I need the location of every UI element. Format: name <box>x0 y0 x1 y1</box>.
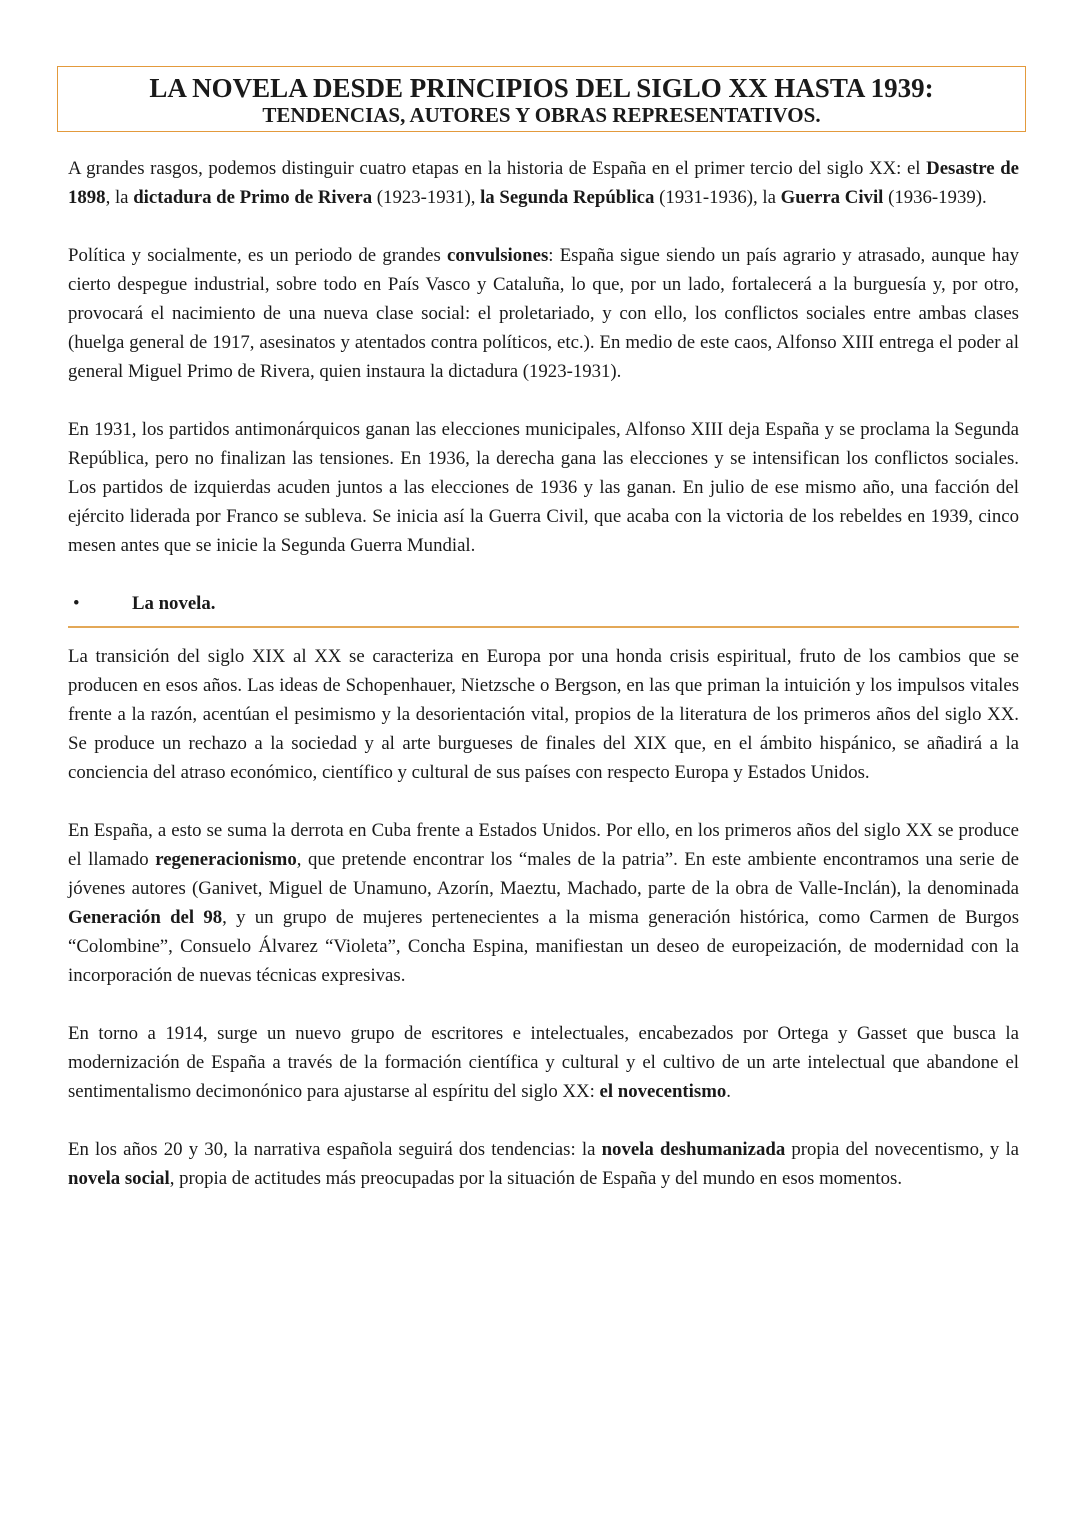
bullet-icon: • <box>73 593 80 614</box>
text-run: , propia de actitudes más preocupadas por la situación de España y del mundo en esos momentos. <box>169 1168 903 1189</box>
paragraph <box>68 1135 1019 1193</box>
text-run: , la <box>105 187 134 208</box>
bold-text: Generación del 98 <box>68 907 223 928</box>
bold-text: la Segunda República <box>480 187 655 208</box>
text-run: A grandes rasgos, podemos distinguir cuatro etapas en la historia de España en el primer tercio del siglo XX: el <box>68 158 927 179</box>
section-heading-label: La novela. <box>132 593 216 614</box>
section-divider <box>68 626 1019 628</box>
text-run: propia del novecentismo, y la <box>785 1139 1020 1160</box>
text-run: En España, a esto se suma la derrota en Cuba frente a Estados Unidos. Por ello, en los primeros años del siglo XX se produce el llamado <box>68 820 1019 870</box>
text-run: (1923-1931), <box>372 187 481 208</box>
bold-text: Guerra Civil <box>780 187 884 208</box>
text-run: En los años 20 y 30, la narrativa española seguirá dos tendencias: la <box>68 1139 602 1160</box>
document-body <box>68 154 1019 1222</box>
bold-text: novela social <box>68 1168 170 1189</box>
bold-text: novela deshumanizada <box>601 1139 786 1160</box>
text-run: : España sigue siendo un país agrario y atrasado, aunque hay cierto despegue industrial, sobre todo en País Vasco y Cataluña, lo que, por un lado, fortalecerá a la burguesía y, por otro, provocará el nacimiento de una nueva clase social: el proletariado, y con ello, los conflictos sociales entre ambas clases (huelga general de 1917, asesinatos y atentados contra políticos, etc.). En medio de este caos, Alfonso XIII entrega el poder al general Miguel Primo de Rivera, quien instaura la dictadura (1923-1931). <box>68 245 1020 382</box>
document-title: LA NOVELA DESDE PRINCIPIOS DEL SIGLO XX HASTA 1939: <box>149 73 934 103</box>
paragraph <box>68 415 1019 560</box>
text-run: , que pretende encontrar los “males de la patria”. En este ambiente encontramos una serie de jóvenes autores (Ganivet, Miguel de Unamuno, Azorín, Maeztu, Machado, parte de la obra de Valle-Inclán), la denominada <box>68 849 1019 899</box>
paragraph <box>68 642 1019 787</box>
text-run: , y un grupo de mujeres pertenecientes a la misma generación histórica, como Carmen de Burgos “Colombine”, Consuelo Álvarez “Violeta”, Concha Espina, manifiestan un deseo de europeización, de modernidad con la incorporación de nuevas técnicas expresivas. <box>68 907 1020 986</box>
paragraph <box>68 816 1019 990</box>
text-run: En torno a 1914, surge un nuevo grupo de escritores e intelectuales, encabezados por Ortega y Gasset que busca la modernización de España a través de la formación científica y cultural y el cultivo de un arte intelectual que abandone el sentimentalismo decimonónico para ajustarse al espíritu del siglo XX: <box>68 1023 1019 1102</box>
paragraph <box>68 1019 1019 1106</box>
paragraph <box>68 241 1019 386</box>
bold-text: el novecentismo <box>599 1081 727 1102</box>
text-run: (1936-1939). <box>883 187 987 208</box>
paragraph <box>68 154 1019 212</box>
bold-text: convulsiones <box>447 245 549 266</box>
bold-text: regeneracionismo <box>155 849 297 870</box>
text-run: En 1931, los partidos antimonárquicos ganan las elecciones municipales, Alfonso XIII deja España y se proclama la Segunda República, pero no finalizan las tensiones. En 1936, la derecha gana las elecciones y se intensifican los conflictos sociales. Los partidos de izquierdas acuden juntos a las elecciones de 1936 y las ganan. En julio de ese mismo año, una facción del ejército liderada por Franco se subleva. Se inicia así la Guerra Civil, que acaba con la victoria de los rebeldes en 1939, cinco mesen antes que se inicie la Segunda Guerra Mundial. <box>68 419 1019 556</box>
novela-section <box>68 642 1019 1193</box>
bold-text: Desastre de 1898 <box>68 158 1019 208</box>
text-run: (1931-1936), la <box>654 187 781 208</box>
text-run: . <box>726 1081 731 1102</box>
document-subtitle: TENDENCIAS, AUTORES Y OBRAS REPRESENTATIVOS. <box>262 103 821 127</box>
text-run: La transición del siglo XIX al XX se caracteriza en Europa por una honda crisis espiritual, fruto de los cambios que se producen en esos años. Las ideas de Schopenhauer, Nietzsche o Bergson, en las que priman la intuición y los impulsos vitales frente a la razón, acentúan el pesimismo y la desorientación vital, propios de la literatura de los primeros años del siglo XX. Se produce un rechazo a la sociedad y al arte burgueses de finales del XIX que, en el ámbito hispánico, se añadirá a la conciencia del atraso económico, científico y cultural de sus países con respecto Europa y Estados Unidos. <box>68 646 1019 783</box>
section-heading <box>68 589 1019 641</box>
bold-text: dictadura de Primo de Rivera <box>133 187 373 208</box>
title-box <box>57 66 1026 132</box>
text-run: Política y socialmente, es un periodo de grandes <box>68 245 448 266</box>
intro-section <box>68 154 1019 560</box>
